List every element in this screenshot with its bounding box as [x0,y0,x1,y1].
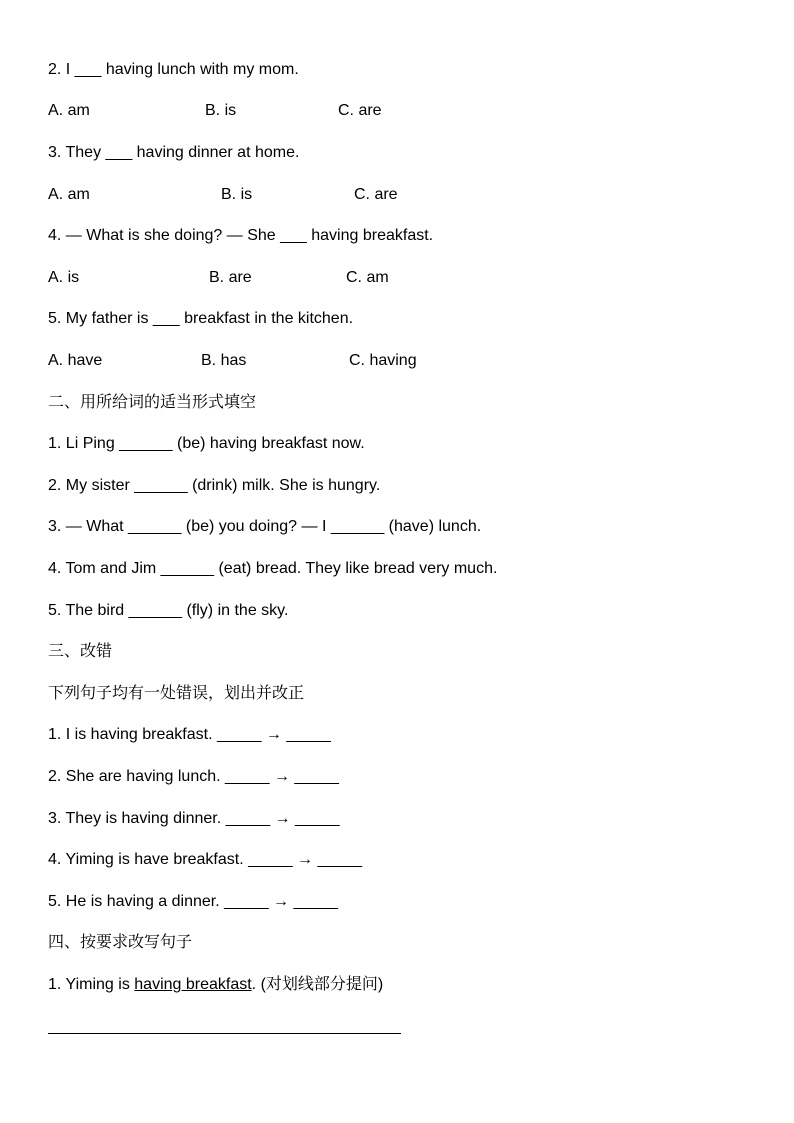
q2-option-b: B. is [205,102,237,119]
q3-option-a: A. am [48,186,90,203]
q3-option-c: C. are [354,186,398,203]
question-2: 2. I ___ having lunch with my mom. [48,61,299,78]
correct-item-2: 2. She are having lunch. _____ → _____ [48,768,339,785]
q5-option-a: A. have [48,352,103,369]
section-4-heading: 四、按要求改写句子 [48,934,193,951]
question-3: 3. They ___ having dinner at home. [48,144,300,161]
q5-option-b: B. has [201,352,247,369]
q3-option-b: B. is [221,186,253,203]
fill-item-1: 1. Li Ping ______ (be) having breakfast now. [48,435,365,452]
correct-item-1: 1. I is having breakfast. _____ → _____ [48,726,331,743]
fill-item-3: 3. — What ______ (be) you doing? — I ______ (have) lunch. [48,518,482,535]
q4-option-c: C. am [346,269,389,286]
correct-item-5: 5. He is having a dinner. _____ → _____ [48,893,338,910]
fill-item-5: 5. The bird ______ (fly) in the sky. [48,602,289,619]
answer-line [48,1033,401,1034]
rewrite-item-1 [48,975,383,995]
fill-item-2: 2. My sister ______ (drink) milk. She is hungry. [48,477,381,494]
correct-item-3: 3. They is having dinner. _____ → _____ [48,810,340,827]
q4-option-b: B. are [209,269,252,286]
rewrite-item-1-suffix: . (对划线部分提问) [251,976,384,993]
q4-option-a: A. is [48,269,80,286]
correct-item-4: 4. Yiming is have breakfast. _____ → _____ [48,851,362,868]
question-4: 4. — What is she doing? — She ___ having breakfast. [48,227,434,244]
question-5: 5. My father is ___ breakfast in the kitchen. [48,310,354,327]
section-2-heading: 二、用所给词的适当形式填空 [48,394,257,411]
q2-option-c: C. are [338,102,382,119]
section-3-heading: 三、改错 [48,643,113,660]
q2-option-a: A. am [48,102,90,119]
q5-option-c: C. having [349,352,417,369]
rewrite-item-1-prefix: 1. Yiming is [48,976,135,993]
section-3-instruction: 下列句子均有一处错误，划出并改正 [48,685,305,702]
fill-item-4: 4. Tom and Jim ______ (eat) bread. They like bread very much. [48,560,498,577]
rewrite-item-1-underlined: having breakfast [134,976,252,993]
